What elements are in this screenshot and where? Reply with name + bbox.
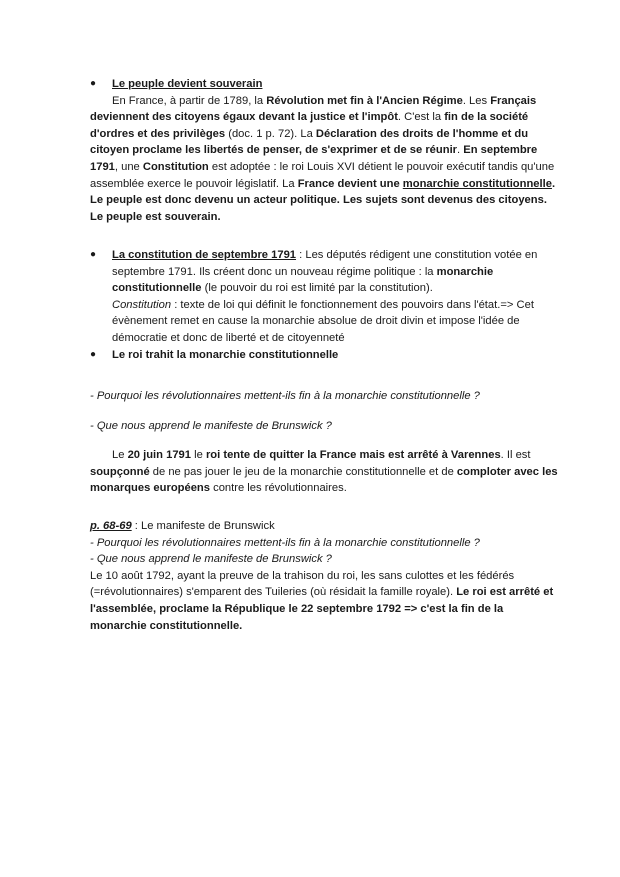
paragraph-revolution (90, 93, 560, 226)
bullet-icon: ● (90, 348, 97, 360)
bold-run: France devient une (297, 177, 403, 190)
bold-run: Français deviennent des citoyens égaux devant la justice et l'impôt (90, 94, 537, 124)
bullet-roi-trahit (90, 347, 560, 364)
section-manifeste (90, 518, 560, 634)
bold-underline-run: monarchie constitutionnelle (402, 177, 552, 190)
bold-run: En septembre 1791 (90, 144, 538, 173)
question-2: - Que nous apprend le manifeste de Brunswick ? (90, 420, 332, 432)
bullet-icon: ● (90, 78, 97, 89)
manifeste-title-line (90, 518, 560, 535)
text-run: En France, à partir de 1789, la (112, 94, 267, 107)
bold-run: comploter avec les monarques européens (90, 465, 558, 495)
manifeste-title: : Le manifeste de Brunswick (131, 520, 275, 532)
bold-run: Le roi est arrêté et l'assemblée, proclame la République le 22 septembre 1792 => c'est la fin de la monarchie constitutionnelle. (90, 586, 554, 632)
bullet-constitution (90, 247, 560, 297)
text-run: de ne pas jouer le jeu de la monarchie constitutionnelle et de (149, 465, 457, 478)
bold-run: monarchie constitutionnelle (112, 265, 494, 295)
heading-roi-trahit: Le roi trahit la monarchie constitutionnelle (112, 348, 339, 361)
questions-block-2 (90, 418, 560, 435)
section-constitution-1791 (90, 247, 560, 363)
section-varennes (90, 447, 560, 497)
text-run: . C'est la (397, 111, 445, 124)
definition-constitution (90, 297, 560, 347)
text-run: : texte de loi qui définit le fonctionnement des pouvoirs dans l'état.=> Cet évènement remet en cause la monarchie absolue de droit divin et impose l'idée de démocratie et donc de liberté et de citoyenneté (112, 298, 534, 344)
question-1: - Pourquoi les révolutionnaires mettent-ils fin à la monarchie constitutionnelle ? (90, 390, 480, 402)
text-run: (le pouvoir du roi est limité par la constitution). (201, 282, 433, 295)
manifeste-question-1: - Pourquoi les révolutionnaires mettent-ils fin à la monarchie constitutionnelle ? (90, 536, 480, 549)
italic-run: Constitution (112, 298, 172, 311)
questions-block (90, 388, 560, 405)
text-run: le (191, 449, 206, 461)
text-run: Le (112, 449, 128, 461)
text-run: Le 10 août 1792, ayant la preuve de la trahison du roi, les sans culottes et les fédérés (=révolutionnaires) s'emparent des Tuileries (où résidait la famille royale). (90, 569, 515, 599)
bold-run: soupçonné (90, 465, 150, 478)
text-run: est adoptée : le roi Louis XVI détient le pouvoir exécutif tandis qu'une assemblée exerce le pouvoir législatif. La (90, 160, 555, 190)
manifeste-question-2: - Que nous apprend le manifeste de Brunswick ? (90, 553, 332, 566)
bullet-icon: ● (90, 249, 97, 260)
paragraph-tuileries (90, 568, 560, 634)
text-run: . (457, 144, 464, 157)
text-run: . Les (462, 94, 491, 107)
bold-run: Révolution met fin à l'Ancien Régime (266, 94, 463, 107)
text-run: . Il est (500, 449, 531, 461)
bold-run: . Le peuple est donc devenu un acteur politique. Les sujets sont devenus des citoyens. Le peuple est souverain. (90, 177, 556, 223)
heading-constitution: La constitution de septembre 1791 (112, 249, 297, 261)
paragraph-varennes (90, 447, 560, 497)
page-reference: p. 68-69 (90, 520, 132, 532)
bold-run: fin de la société d'ordres et des privilèges (90, 111, 529, 140)
heading-peuple-souverain: Le peuple devient souverain (112, 78, 263, 90)
text-run: : Les députés rédigent une constitution votée en septembre 1791. Ils créent donc un nouveau régime politique : la (112, 249, 538, 278)
bold-run: roi tente de quitter la France mais est arrêté à Varennes (205, 449, 501, 461)
text-run: , une (114, 160, 143, 173)
bold-run: Constitution (142, 160, 209, 173)
bullet-heading-1 (90, 76, 560, 93)
text-run: contre les révolutionnaires. (210, 482, 347, 495)
bold-run: 20 juin 1791 (127, 449, 191, 461)
bold-run: Déclaration des droits de l'homme et du citoyen proclame les libertés de penser, de s'exprimer et de se réunir (90, 127, 529, 157)
section-peuple-souverain (90, 76, 560, 225)
text-run: (doc. 1 p. 72). La (225, 127, 316, 140)
